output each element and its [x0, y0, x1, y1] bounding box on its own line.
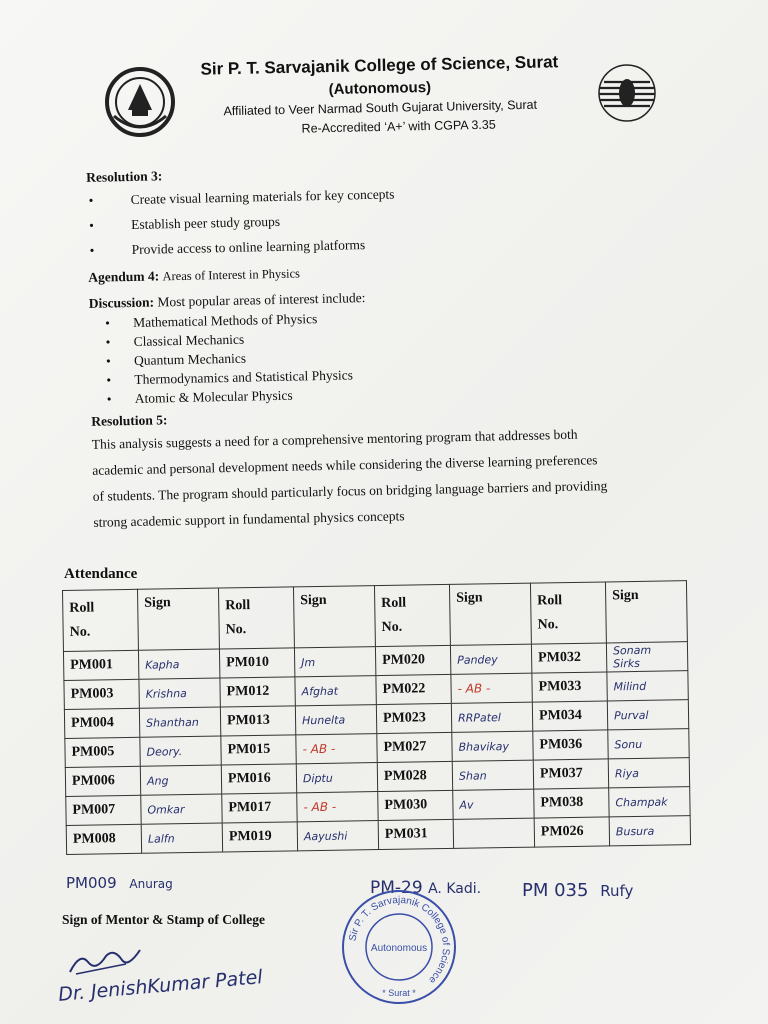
accreditation-line: Re-Accredited ‘A+’ with CGPA 3.35	[301, 117, 496, 136]
mentor-signature-icon	[66, 942, 146, 978]
signature-cell: Purval	[607, 700, 688, 730]
signature-cell: Hunelta	[295, 705, 376, 735]
signature-cell: Shan	[452, 760, 533, 790]
signature-cell: RRPatel	[451, 702, 532, 732]
roll-cell: PM005	[65, 737, 140, 767]
college-emblem-icon	[104, 66, 176, 138]
college-name: Sir P. T. Sarvajanik College of Science, Surat	[200, 52, 559, 79]
roll-cell: PM038	[534, 788, 609, 818]
roll-cell: PM031	[378, 819, 453, 849]
paragraph-line: academic and personal development needs while considering the diverse learning preferences	[92, 452, 598, 478]
signature-cell: Jm	[294, 647, 375, 677]
signature-cell: Aayushi	[297, 821, 378, 851]
roll-header: Roll No.	[218, 587, 294, 649]
extra-entry	[66, 874, 173, 892]
interest-areas-list	[89, 309, 354, 409]
stamp-bottom-text: * Surat *	[382, 988, 416, 998]
roll-cell: PM033	[532, 672, 607, 702]
roll-cell: PM032	[531, 643, 606, 673]
signature-cell: Lalfn	[141, 823, 222, 853]
signature-cell: Sonu	[608, 729, 689, 759]
paragraph-line: of students. The program should particularly focus on bridging language barriers and providing	[92, 478, 608, 504]
agendum-4	[88, 265, 300, 285]
roll-cell: PM034	[532, 701, 607, 731]
extra-sign: Anurag	[129, 877, 173, 891]
signature-cell: Bhavikay	[452, 731, 533, 761]
roll-cell: PM022	[376, 674, 451, 704]
list-item: • Mathematical Methods of Physics	[89, 309, 352, 333]
roll-header: Roll No.	[374, 584, 450, 646]
resolution-5-heading: Resolution 5:	[91, 412, 168, 429]
resolution-5-paragraph	[91, 420, 678, 536]
roll-cell: PM023	[376, 703, 451, 733]
roll-cell: PM007	[66, 795, 141, 825]
mentor-sign-label: Sign of Mentor & Stamp of College	[62, 912, 265, 927]
signature-cell: Riya	[608, 758, 689, 788]
roll-cell: PM027	[377, 732, 452, 762]
roll-cell: PM037	[533, 759, 608, 789]
agendum-text: Areas of Interest in Physics	[162, 266, 301, 284]
list-item: • Quantum Mechanics	[90, 347, 353, 371]
signature-cell: Av	[453, 789, 534, 819]
roll-cell: PM006	[65, 766, 140, 796]
paragraph-line: strong academic support in fundamental physics concepts	[93, 508, 405, 530]
roll-cell: PM004	[64, 708, 139, 738]
minutes-body	[82, 157, 682, 530]
signature-cell: Busura	[609, 816, 690, 846]
list-item: • Atomic & Molecular Physics	[91, 385, 354, 409]
discussion	[89, 290, 366, 312]
extra-sign: A. Kadi.	[428, 881, 482, 897]
roll-cell: PM013	[220, 706, 295, 736]
sign-header: Sign	[137, 588, 219, 650]
agendum-label: Agendum 4:	[88, 268, 160, 285]
roll-cell: PM008	[66, 824, 141, 854]
paragraph-line: This analysis suggests a need for a comprehensive mentoring program that addresses both	[91, 426, 578, 452]
sign-header: Sign	[449, 583, 531, 645]
discussion-text: Most popular areas of interest include:	[157, 290, 366, 310]
mentor-name: Dr. JenishKumar Patel	[57, 966, 264, 1006]
list-item: • Create visual learning materials for key concepts	[86, 185, 394, 216]
extra-roll: PM 035	[522, 880, 589, 901]
list-item: • Establish peer study groups	[87, 210, 395, 241]
roll-cell: PM015	[221, 735, 296, 765]
roll-header: Roll No.	[63, 589, 139, 651]
attendance-table-wrap	[62, 580, 691, 855]
resolution-3-list	[86, 185, 395, 266]
signature-cell: Champak	[609, 787, 690, 817]
extra-entry	[522, 880, 633, 901]
svg-text:Sir P. T. Sarvajanik College o	[347, 895, 451, 986]
list-item: • Provide access to online learning platforms	[88, 235, 396, 266]
roll-cell: PM003	[64, 679, 139, 709]
signature-cell: Milind	[607, 671, 688, 701]
roll-cell: PM030	[378, 790, 453, 820]
sign-header: Sign	[293, 586, 375, 648]
stamp-center-text: Autonomous	[370, 943, 428, 954]
attendance-title: Attendance	[64, 566, 138, 582]
extra-roll: PM009	[66, 874, 117, 892]
extra-sign: Rufy	[600, 882, 634, 900]
list-item: • Classical Mechanics	[89, 328, 352, 352]
signature-cell: Deory.	[140, 736, 221, 766]
roll-cell: PM020	[375, 645, 450, 675]
sign-header: Sign	[605, 581, 687, 643]
roll-cell: PM001	[63, 650, 138, 680]
signature-cell: - AB -	[451, 673, 532, 703]
signature-cell: - AB -	[296, 734, 377, 764]
roll-cell: PM010	[219, 648, 294, 678]
discussion-label: Discussion:	[88, 294, 155, 311]
roll-cell: PM012	[220, 677, 295, 707]
resolution-3-heading: Resolution 3:	[85, 168, 163, 185]
signature-cell: Krishna	[139, 678, 220, 708]
stamp-ring-text: Sir P. T. Sarvajanik College of Science	[347, 894, 452, 986]
letterhead	[179, 51, 581, 140]
signature-cell: - AB -	[297, 792, 378, 822]
extra-roll: PM-29	[370, 878, 423, 898]
college-stamp-icon	[340, 888, 458, 1006]
roll-cell: PM017	[222, 793, 297, 823]
roll-cell: PM019	[222, 822, 297, 852]
college-status: (Autonomous)	[328, 78, 432, 99]
roll-cell: PM016	[221, 764, 296, 794]
naac-logo-icon	[586, 52, 668, 134]
affiliation-line: Affiliated to Veer Narmad South Gujarat University, Surat	[223, 97, 538, 119]
roll-cell: PM036	[533, 730, 608, 760]
signature-cell: Diptu	[296, 763, 377, 793]
signature-cell: Afghat	[295, 676, 376, 706]
signature-cell: Omkar	[141, 794, 222, 824]
attendance-table	[62, 580, 691, 855]
list-item: • Thermodynamics and Statistical Physics	[90, 366, 353, 390]
attendance-rows	[63, 642, 690, 855]
roll-cell: PM026	[534, 817, 609, 847]
signature-cell: Sonam Sirks	[606, 642, 687, 672]
roll-cell: PM028	[377, 761, 452, 791]
signature-cell: Pandey	[450, 644, 531, 674]
table-header-row	[63, 581, 688, 652]
signature-cell: Ang	[140, 765, 221, 795]
signature-cell: Kapha	[138, 649, 219, 679]
signature-cell: Shanthan	[139, 707, 220, 737]
roll-header: Roll No.	[530, 582, 606, 644]
signature-cell	[453, 818, 534, 848]
